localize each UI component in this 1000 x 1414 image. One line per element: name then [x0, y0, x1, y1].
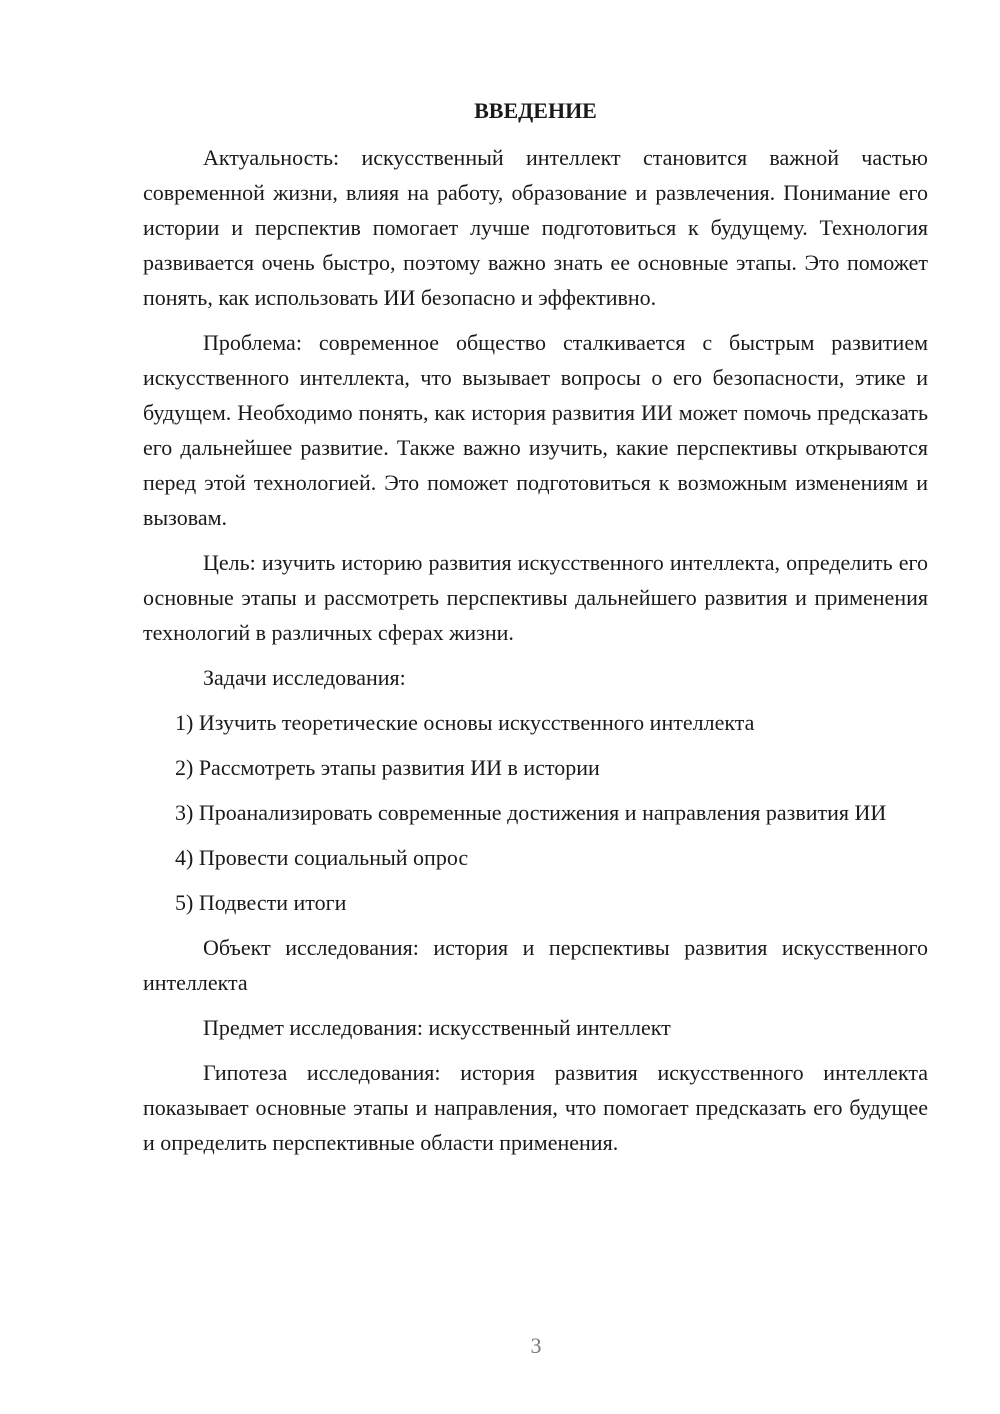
task-item-2: 2) Рассмотреть этапы развития ИИ в истории — [175, 755, 600, 780]
task-item-1: 1) Изучить теоретические основы искусственного интеллекта — [175, 710, 755, 735]
page-content — [143, 96, 928, 1170]
tasks-heading: Задачи исследования: — [203, 665, 406, 690]
task-item-4: 4) Провести социальный опрос — [175, 845, 469, 870]
subject-paragraph: Предмет исследования: искусственный интеллект — [203, 1015, 671, 1040]
problem-paragraph: Проблема: современное общество сталкивается с быстрым развитием искусственного интеллекта, что вызывает вопросы о его безопасности, этике и будущем. Необходимо понять, как история развития ИИ может помочь предсказать его дальнейшее развитие. Также важно изучить, какие перспективы открываются перед этой технологией. Это поможет подготовиться к возможным изменениям и вызовам. — [143, 330, 928, 530]
page-number: 3 — [530, 1333, 542, 1358]
section-title: ВВЕДЕНИЕ — [474, 98, 597, 123]
relevance-paragraph: Актуальность: искусственный интеллект становится важной частью современной жизни, влияя на работу, образование и развлечения. Понимание его истории и перспектив помогает лучше подготовиться к будущему. Технология развивается очень быстро, поэтому важно знать ее основные этапы. Это поможет понять, как использовать ИИ безопасно и эффективно. — [143, 145, 928, 310]
hypothesis-paragraph: Гипотеза исследования: история развития искусственного интеллекта показывает основные этапы и направления, что помогает предсказать его будущее и определить перспективные области применения. — [143, 1060, 928, 1155]
goal-paragraph: Цель: изучить историю развития искусственного интеллекта, определить его основные этапы и рассмотреть перспективы дальнейшего развития и применения технологий в различных сферах жизни. — [143, 550, 928, 645]
task-item-3: 3) Проанализировать современные достижения и направления развития ИИ — [175, 800, 887, 825]
task-item-5: 5) Подвести итоги — [175, 890, 347, 915]
object-paragraph: Объект исследования: история и перспективы развития искусственного интеллекта — [143, 935, 928, 995]
